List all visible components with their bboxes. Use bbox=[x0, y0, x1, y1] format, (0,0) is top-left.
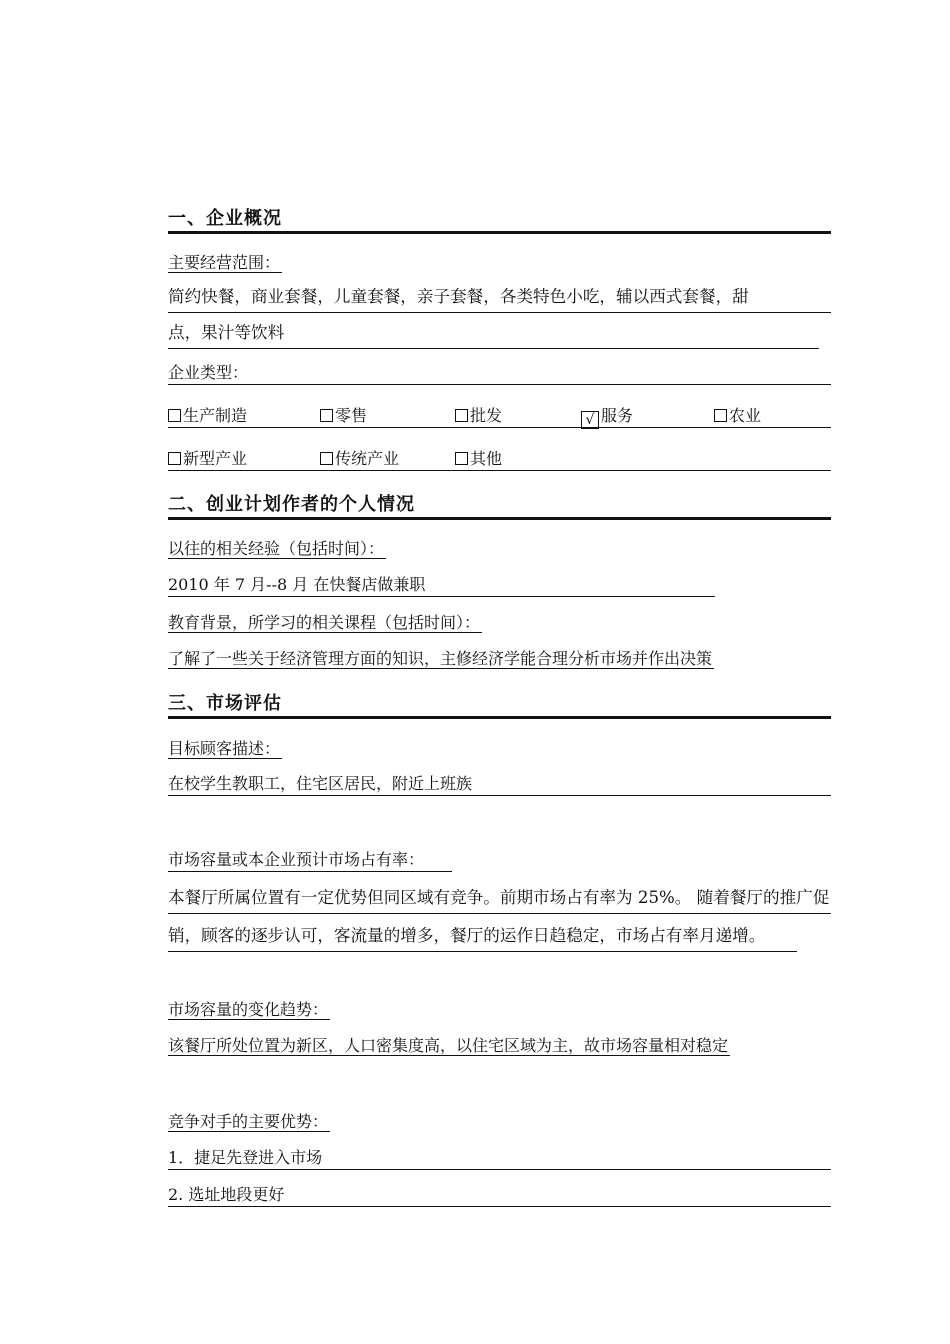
type-row-1 bbox=[168, 405, 831, 428]
type-option-traditional[interactable] bbox=[320, 448, 399, 470]
education-value bbox=[168, 648, 714, 670]
type-option-wholesale[interactable] bbox=[455, 405, 502, 427]
type-option-label: 服务 bbox=[601, 406, 634, 425]
checkbox-icon[interactable] bbox=[320, 409, 333, 422]
capacity-line-1: 本餐厅所属位置有一定优势但同区域有竞争。前期市场占有率为 25%。 随着餐厅的推广促 bbox=[168, 883, 831, 914]
checkbox-icon[interactable] bbox=[455, 452, 468, 465]
type-row-2 bbox=[168, 448, 831, 471]
competitor-label bbox=[168, 1111, 330, 1133]
type-option-other[interactable] bbox=[455, 448, 502, 470]
scope-line-2: 点，果汁等饮料 bbox=[168, 318, 819, 349]
scope-label bbox=[168, 252, 282, 274]
trend-value-text: 该餐厅所处位置为新区，人口密集度高，以住宅区域为主，故市场容量相对稳定 bbox=[168, 1036, 729, 1055]
type-option-label: 生产制造 bbox=[183, 406, 248, 425]
type-label: 企业类型： bbox=[168, 362, 831, 385]
competitor-item-2: 2. 选址地段更好 bbox=[168, 1184, 831, 1207]
type-option-manufacturing[interactable] bbox=[168, 405, 247, 427]
type-option-label: 新型产业 bbox=[183, 449, 248, 468]
trend-value bbox=[168, 1035, 730, 1057]
section-title-market: 三、市场评估 bbox=[168, 692, 831, 719]
education-value-text: 了解了一些关于经济管理方面的知识，主修经济学能合理分析市场并作出决策 bbox=[168, 649, 713, 668]
type-option-label: 批发 bbox=[470, 406, 503, 425]
competitor-label-text: 竞争对手的主要优势： bbox=[168, 1112, 329, 1131]
section-title-author: 二、创业计划作者的个人情况 bbox=[168, 493, 831, 520]
type-option-agriculture[interactable] bbox=[714, 405, 761, 427]
type-option-label: 传统产业 bbox=[335, 449, 400, 468]
type-option-new-industry[interactable] bbox=[168, 448, 247, 470]
experience-label bbox=[168, 538, 386, 560]
target-label-text: 目标顾客描述： bbox=[168, 739, 281, 758]
type-option-service[interactable] bbox=[581, 405, 633, 429]
competitor-item-1: 1．捷足先登进入市场 bbox=[168, 1147, 831, 1170]
scope-label-text: 主要经营范围： bbox=[168, 253, 281, 272]
checkbox-icon[interactable] bbox=[714, 409, 727, 422]
trend-label-text: 市场容量的变化趋势： bbox=[168, 1000, 329, 1019]
experience-label-text: 以往的相关经验（包括时间）： bbox=[168, 539, 385, 558]
type-option-label: 农业 bbox=[729, 406, 762, 425]
capacity-label: 市场容量或本企业预计市场占有率： bbox=[168, 849, 452, 872]
checkbox-icon[interactable] bbox=[320, 452, 333, 465]
experience-value: 2010 年 7 月--8 月 在快餐店做兼职 bbox=[168, 574, 715, 597]
type-option-retail[interactable] bbox=[320, 405, 367, 427]
scope-line-1: 简约快餐，商业套餐，儿童套餐，亲子套餐，各类特色小吃，辅以西式套餐，甜 bbox=[168, 282, 831, 313]
target-value: 在校学生教职工，住宅区居民，附近上班族 bbox=[168, 773, 831, 796]
trend-label bbox=[168, 999, 330, 1021]
checkbox-checked-icon[interactable]: √ bbox=[581, 411, 599, 429]
checkbox-icon[interactable] bbox=[455, 409, 468, 422]
type-option-label: 其他 bbox=[470, 449, 503, 468]
section-title-overview: 一、企业概况 bbox=[168, 207, 831, 234]
checkbox-icon[interactable] bbox=[168, 409, 181, 422]
checkbox-icon[interactable] bbox=[168, 452, 181, 465]
education-label-text: 教育背景，所学习的相关课程（包括时间）： bbox=[168, 613, 481, 632]
capacity-line-2: 销，顾客的逐步认可，客流量的增多，餐厅的运作日趋稳定，市场占有率月递增。 bbox=[168, 921, 797, 952]
type-option-label: 零售 bbox=[335, 406, 368, 425]
target-label bbox=[168, 738, 282, 760]
education-label bbox=[168, 612, 482, 634]
